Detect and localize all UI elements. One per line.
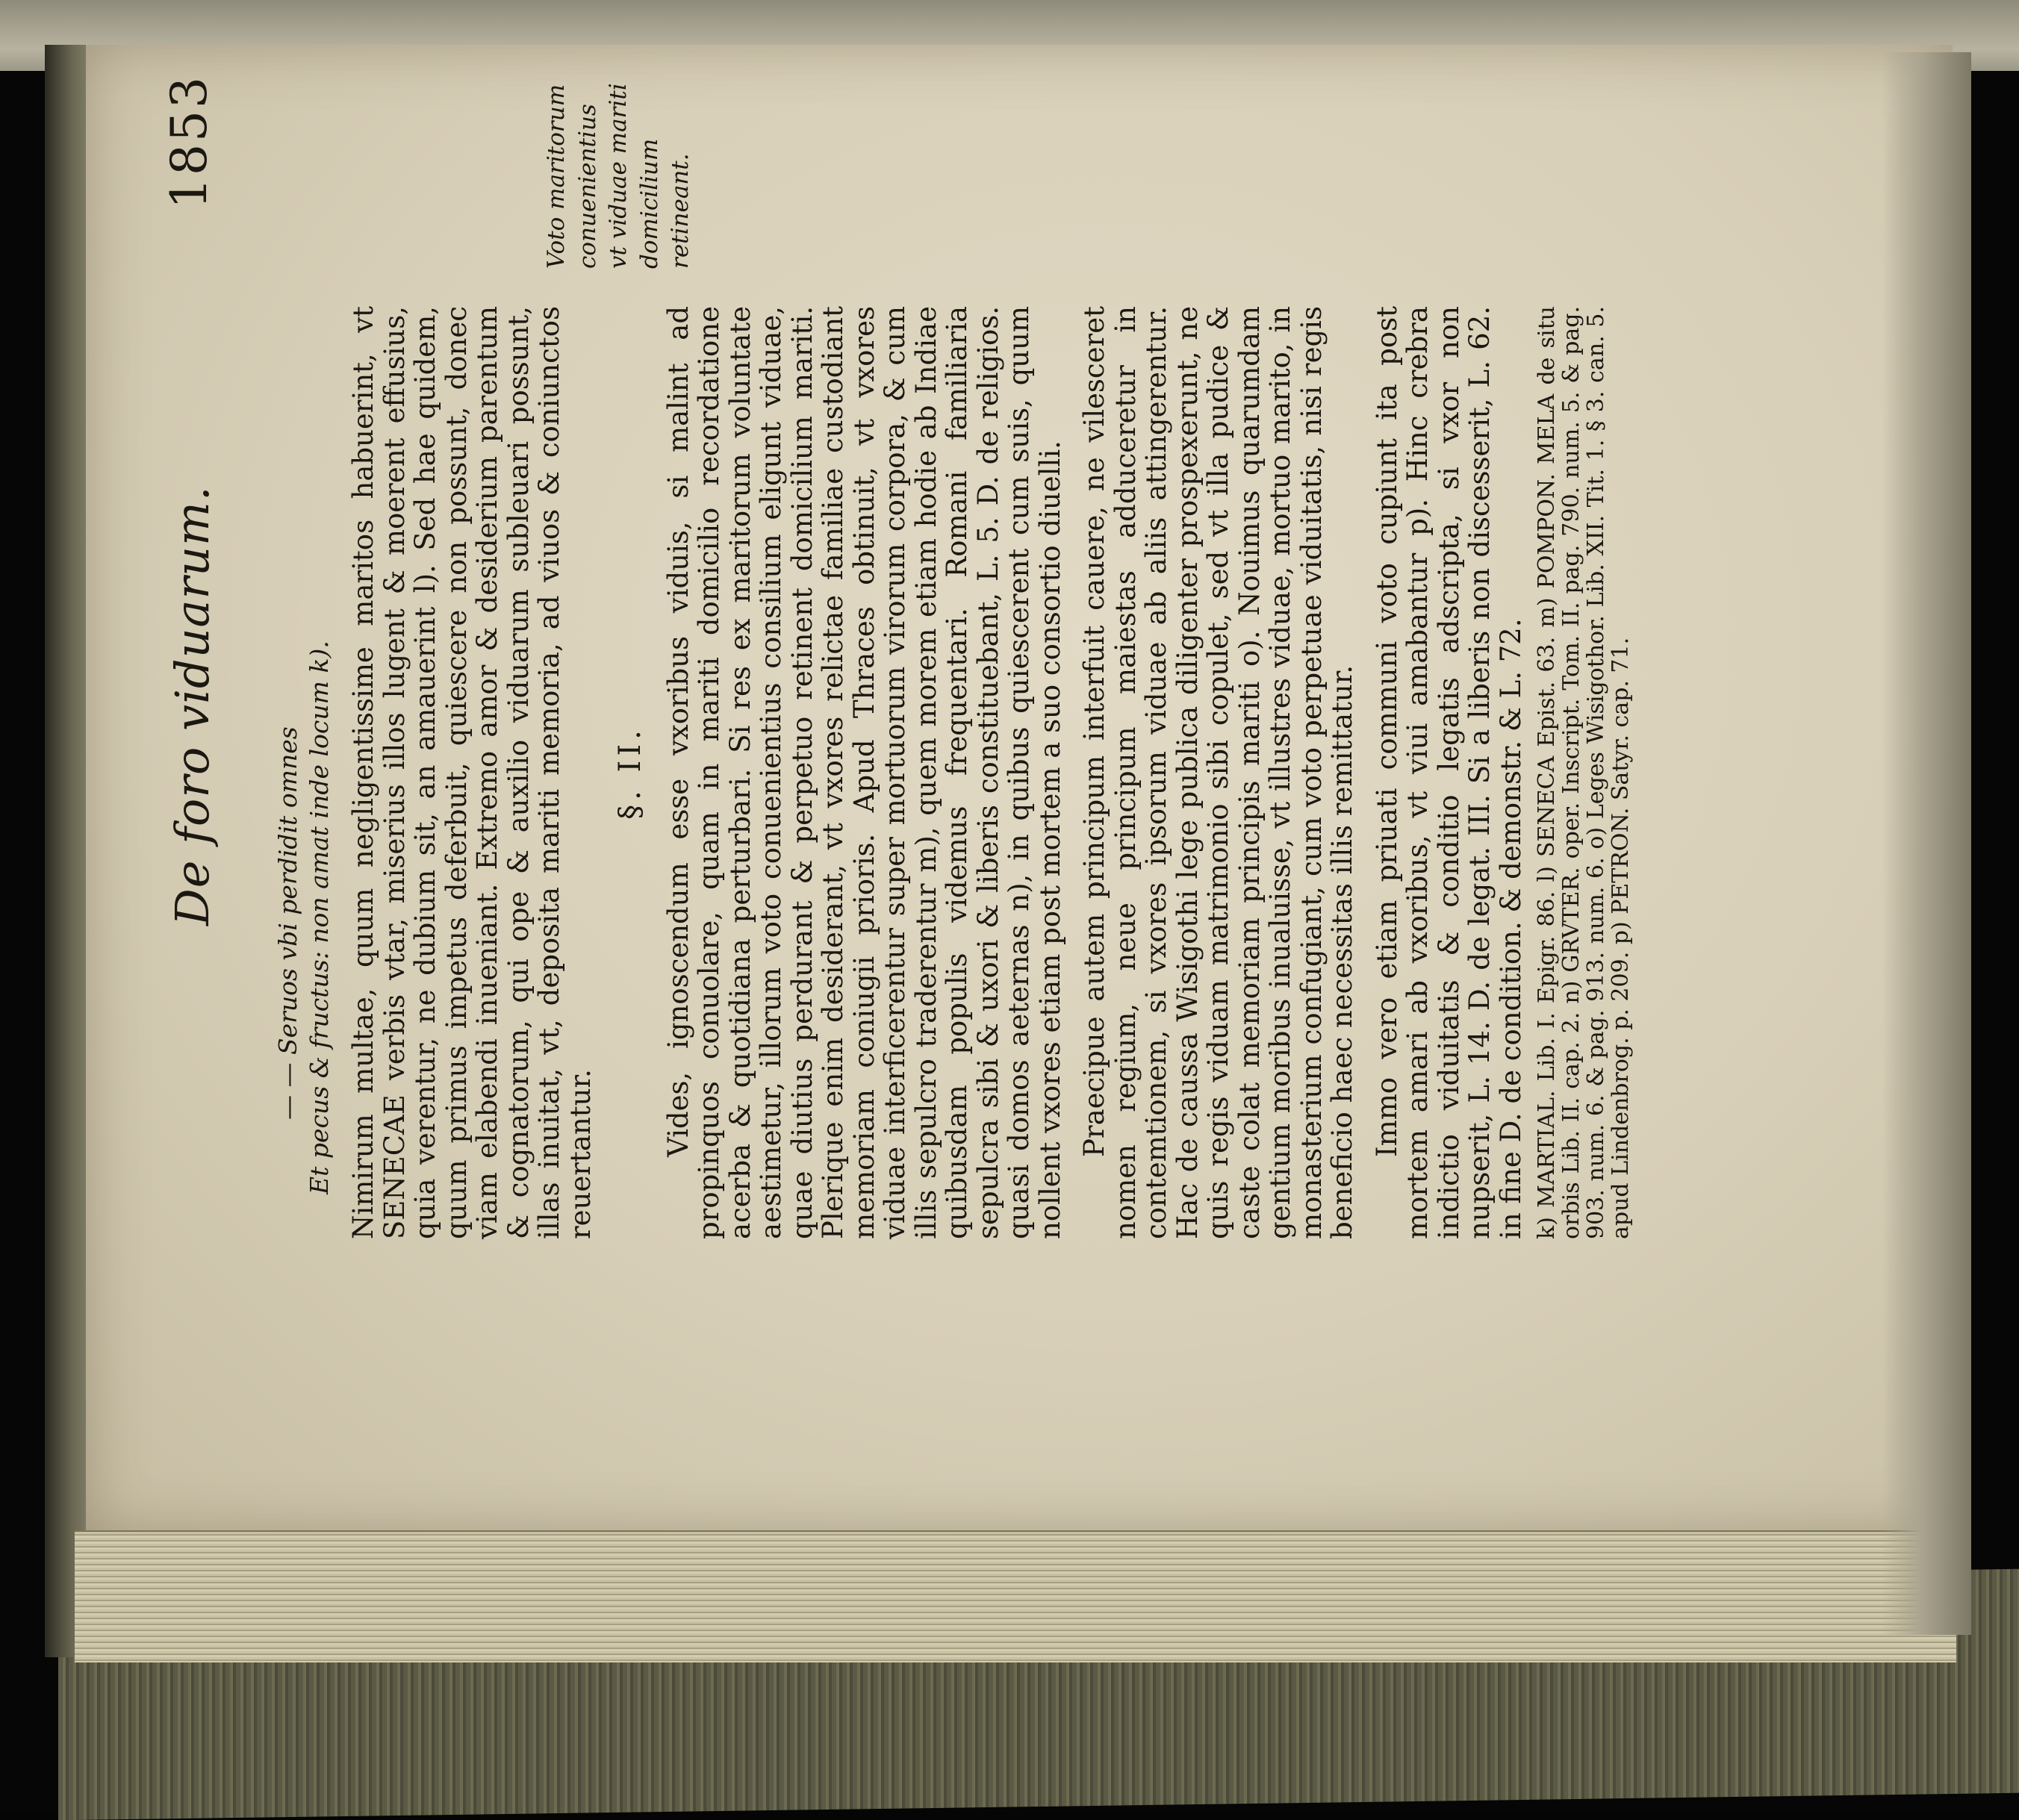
paragraph: Praecipue autem principum interfuit cauere, ne vilesceret nomen regium, neue principum maiestas adduceretur in contemtionem, si vxores ipsorum viduae ab aliis attingerentur. Hac de caussa Wisigothi lege publica diligenter prospexerunt, ne quis regis viduam matrimonio sibi copulet, sed vt illa pudice & caste colat memoriam principis mariti o). Nouimus quarumdam gentium moribus inualuisse, vt illustres viduae, mortuo marito, in monasterium confugiant, cum voto perpetuae viduitatis, nisi regis beneficio haec necessitas illis remittatur.	[1078, 306, 1358, 1239]
paragraph: Vides, ignoscendum esse vxoribus viduis, si malint ad propinquos conuolare, quam in mariti domicilio recordatione acerba & quotidiana perturbari. Si res ex maritorum voluntate aestimetur, illorum voto conuenientius consilium eligunt viduae, quae diutius perdurant & perpetuo retinent domicilium mariti. Plerique enim desiderant, vt vxores relictae familiae custodiant memoriam coniugii prioris. Apud Thraces obtinuit, vt vxores viduae interficerentur super mortuorum virorum corpora, & cum illis sepulcro traderentur m), quem morem etiam hodie ab Indiae quibusdam populis videmus frequentari. Romani familiaria sepulcra sibi & uxori & liberis constituebant, L. 5. D. de religios. quasi domos aeternas n), in quibus quiescerent cum suis, quum nollent vxores etiam post mortem a suo consortio diuelli.	[662, 306, 1066, 1239]
paragraph: Nimirum multae, quum negligentissime maritos habuerint, vt SENECAE verbis vtar, miserius illos lugent & moerent effusius, quia verentur, ne dubium sit, an amauerint l). Sed hae quidem, quum primus impetus deferbuit, quiescere non possunt, donec viam elabendi inueniant. Extremo amor & desiderium parentum & cognatorum, qui ope & auxilio viduarum subleuari possunt, illas inuitat, vt, deposita mariti memoria, ad viuos & coniunctos reuertantur.	[347, 306, 597, 1239]
page-stack-edge	[75, 1530, 1956, 1662]
footnotes	[1512, 306, 1655, 1239]
margin-notes	[541, 75, 697, 269]
rotated-text-block	[161, 60, 1833, 1239]
margin-note: Voto maritorum conuenientius vt viduae mariti domicilium retineant.	[543, 83, 694, 269]
page-number: 1853	[161, 75, 218, 209]
epigraph-line: Et pecus & fructus: non amat inde locum k).	[304, 641, 334, 1194]
paragraph: Immo vero etiam priuati communi voto cupiunt ita post mortem amari ab vxoribus, vt viui amabantur p). Hinc crebra indictio viduitatis & conditio legatis adscripta, si vxor non nupserit, L. 14. D. de legat. III. Si a liberis non discesserit, L. 62. in fine D. de condition. & demonstr. & L. 72.	[1370, 306, 1527, 1239]
epigraph-line: — — Seruos vbi perdidit omnes	[273, 726, 302, 1120]
running-head	[161, 60, 220, 1239]
page-gutter	[1882, 52, 1971, 1635]
main-text	[273, 306, 1526, 1239]
footnote: k) MARTIAL. Lib. I. Epigr. 86. l) SENECA Epist. 63. m) POMPON. MELA de situ orbis Lib. II. cap. 2. n) GRVTER. oper. Inscript. Tom. II. pag. 790. num. 5. & pag. 903. num. 6. & pag. 913. num. 6. o) Leges Wisigothor. Lib. XII. Tit. 1. § 3. can. 5. apud Lindenbrog. p. 209. p) PETRON. Satyr. cap. 71.	[1534, 306, 1634, 1239]
running-title: De foro viduarum.	[165, 485, 220, 926]
section-heading: §. II.	[613, 726, 647, 820]
